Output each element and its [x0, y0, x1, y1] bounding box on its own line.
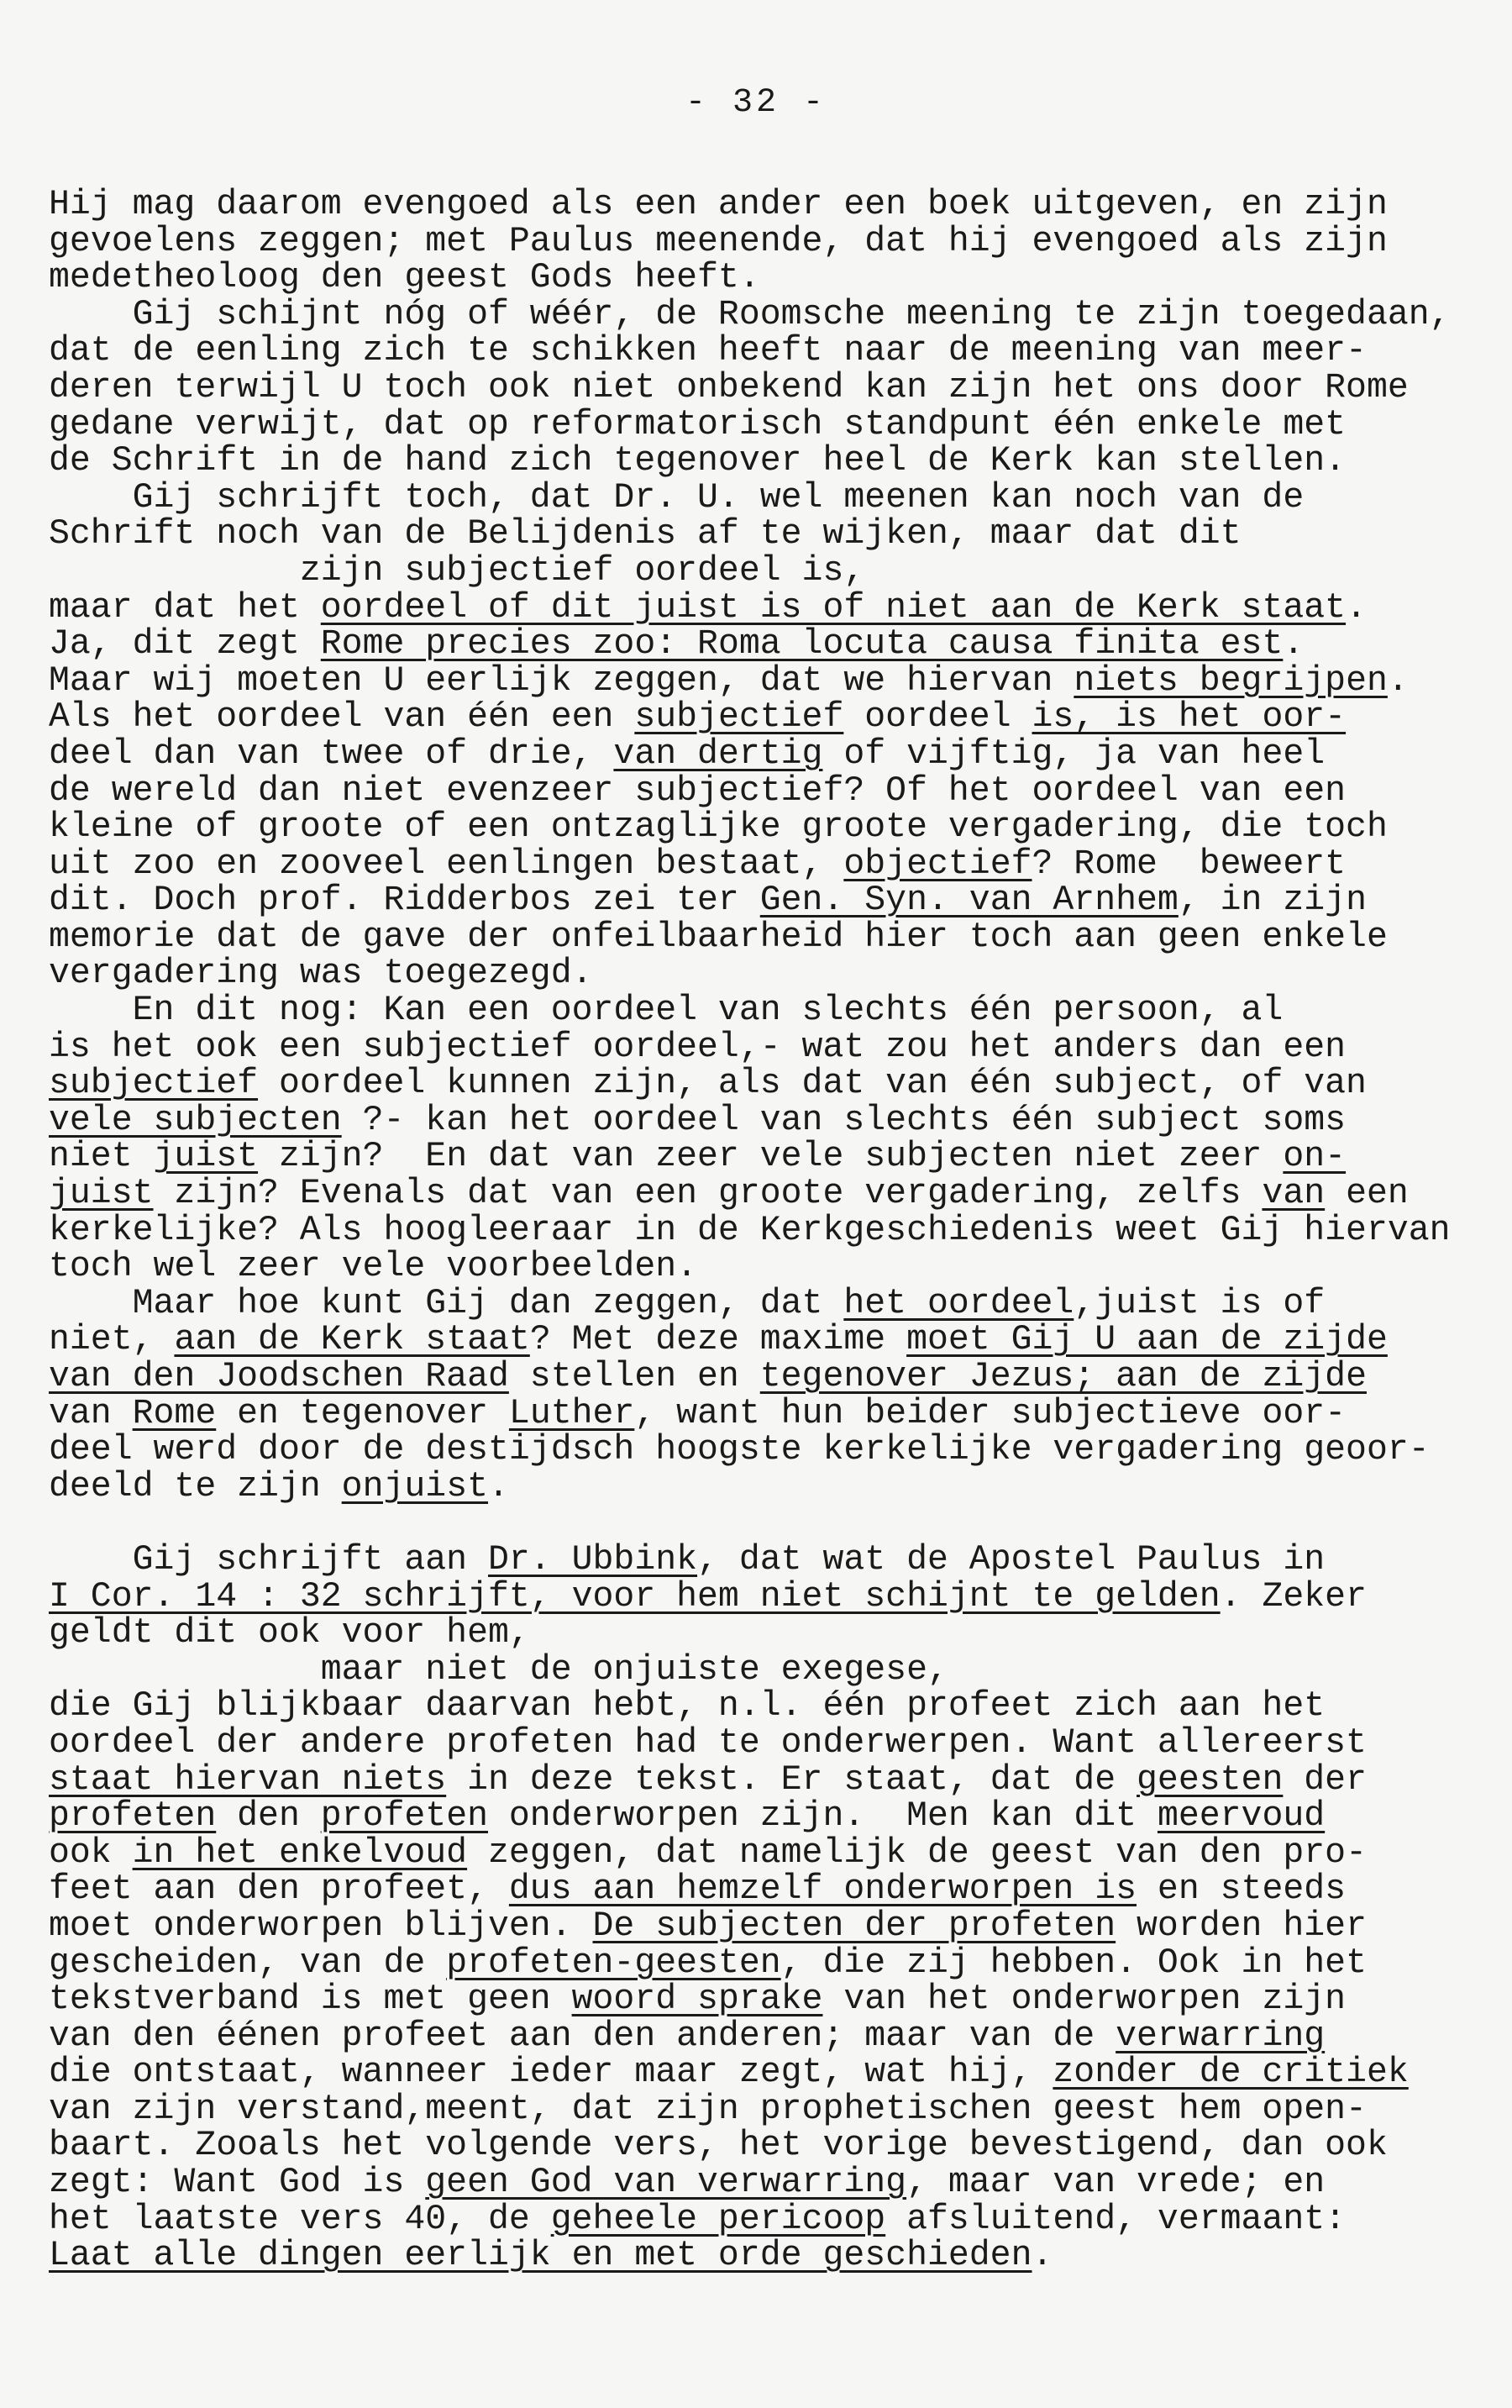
text-line: [49, 260, 1477, 297]
text-line: [49, 333, 1477, 370]
text-line: [49, 809, 1477, 846]
underlined-phrase: geheele pericoop: [550, 2200, 886, 2238]
text-run: uit zoo en zooveel eenlingen bestaat,: [49, 845, 844, 883]
text-run: Hij mag daarom evengoed als een ander een boek uitgeven, en zijn: [49, 187, 1388, 223]
text-line: [49, 480, 1477, 517]
underlined-phrase: aan de Kerk staat: [174, 1322, 530, 1359]
text-run: geldt dit ook voor hem,: [49, 1615, 530, 1652]
text-run: , want hun beider subjectieve oor-: [634, 1395, 1347, 1433]
text-run: of vijftig, ja van heel: [822, 735, 1326, 773]
text-run: maar niet de onjuiste exegese,: [49, 1651, 948, 1689]
text-line: [49, 626, 1477, 663]
text-run: Schrift noch van de Belijdenis af te wijken, maar dat dit: [49, 516, 1242, 553]
text-line: [49, 2127, 1477, 2164]
text-run: .: [1032, 2237, 1053, 2274]
underlined-phrase: het oordeel: [843, 1285, 1074, 1322]
text-run: oordeel der andere profeten had te onderwerpen. Want allereerst: [49, 1724, 1367, 1762]
underlined-phrase: vele subjecten: [49, 1101, 342, 1139]
underlined-phrase: objectief: [843, 845, 1032, 883]
text-line: [49, 1212, 1477, 1249]
underlined-phrase: De subjecten der profeten: [592, 1907, 1116, 1945]
text-run: die ontstaat, wanneer ieder maar zegt, wat hij,: [49, 2054, 1053, 2091]
underlined-phrase: onjuist: [341, 1468, 489, 1506]
text-run: van het onderworpen zijn: [822, 1981, 1347, 2018]
underlined-phrase: Luther: [508, 1395, 635, 1433]
text-line: [49, 1871, 1477, 1908]
text-run: stellen en: [508, 1359, 760, 1396]
underlined-phrase: I Cor. 14 : 32 schrijft, voor hem niet schijnt te gelden: [49, 1578, 1221, 1616]
text-line: [49, 187, 1477, 223]
underlined-phrase: Gen. Syn. van Arnhem: [759, 882, 1179, 919]
text-line: [49, 699, 1477, 736]
underlined-phrase: woord sprake: [571, 1981, 823, 2018]
text-line: [49, 590, 1477, 627]
text-line: [49, 992, 1477, 1029]
text-run: .: [488, 1468, 509, 1506]
text-run: ?- kan het oordeel van slechts één subject soms: [341, 1101, 1347, 1139]
text-run: en steeds: [1137, 1871, 1347, 1908]
text-line: [49, 2018, 1477, 2055]
text-run: Als het oordeel van één een: [49, 699, 635, 736]
text-run: kleine of groote of een ontzaglijke groote vergadering, die toch: [49, 809, 1388, 846]
text-run: der: [1283, 1761, 1367, 1799]
text-line: [49, 370, 1477, 407]
text-run: Ja, dit zegt: [49, 626, 321, 663]
text-run: , maar van vrede; en: [906, 2164, 1326, 2201]
text-run: medetheoloog den geest Gods heeft.: [49, 260, 760, 297]
underlined-phrase: tegenover Jezus; aan de zijde: [759, 1359, 1367, 1396]
text-run: deeld te zijn: [49, 1468, 342, 1506]
text-run: Gij schijnt nóg of wéér, de Roomsche meening te zijn toegedaan,: [49, 296, 1451, 334]
text-run: gedane verwijt, dat op reformatorisch standpunt één enkele met: [49, 406, 1347, 444]
body-text: [49, 187, 1477, 2274]
text-run: onderworpen zijn. Men kan dit: [488, 1798, 1158, 1835]
text-run: zeggen, dat namelijk de geest van den pro-: [467, 1834, 1367, 1872]
text-line: [49, 1102, 1477, 1139]
text-run: memorie dat de gave der onfeilbaarheid hier toch aan geen enkele: [49, 918, 1388, 956]
underlined-phrase: geesten: [1137, 1761, 1284, 1799]
text-run: afsluitend, vermaant:: [885, 2200, 1347, 2238]
underlined-phrase: moet Gij U aan de zijde: [906, 1322, 1388, 1359]
text-line: [49, 1359, 1477, 1396]
underlined-phrase: in het enkelvoud: [132, 1834, 468, 1872]
text-line: [49, 516, 1477, 553]
text-run: toch wel zeer vele voorbeelden.: [49, 1249, 698, 1285]
underlined-phrase: juist: [153, 1138, 259, 1176]
underlined-phrase: profeten-geesten: [446, 1944, 781, 1982]
text-line: [49, 955, 1477, 992]
text-run: baart. Zooals het volgende vers, het vorige bevestigend, dan ook: [49, 2127, 1388, 2165]
text-line: [49, 882, 1477, 919]
text-line: [49, 2164, 1477, 2201]
text-line: [49, 1835, 1477, 1872]
text-line: [49, 2091, 1477, 2128]
underlined-phrase: on-: [1283, 1138, 1347, 1176]
text-run: En dit nog: Kan een oordeel van slechts één persoon, al: [49, 992, 1284, 1029]
underlined-phrase: Rome: [132, 1395, 217, 1433]
text-line: [49, 2054, 1477, 2091]
text-run: , dat wat de Apostel Paulus in: [697, 1541, 1326, 1579]
text-line: [49, 407, 1477, 444]
page-number: - 32 -: [685, 84, 827, 122]
underlined-phrase: oordeel of dit juist is of niet aan de Kerk staat: [320, 589, 1347, 627]
text-run: , in zijn: [1178, 882, 1367, 919]
text-run: ? Met deze maxime: [529, 1322, 907, 1359]
underlined-phrase: van dertig: [613, 735, 823, 773]
text-run: , die zij hebben. Ook in het: [780, 1944, 1367, 1982]
text-run: het laatste vers 40, de: [49, 2200, 551, 2238]
text-line: [49, 1688, 1477, 1725]
text-run: een: [1325, 1175, 1409, 1212]
text-line: [49, 223, 1477, 260]
underlined-phrase: subjectief: [634, 699, 844, 736]
underlined-phrase: is, is het oor-: [1032, 699, 1347, 736]
text-run: en tegenover: [216, 1395, 509, 1433]
underlined-phrase: van: [1262, 1175, 1326, 1212]
underlined-phrase: staat hiervan niets: [49, 1761, 447, 1799]
underlined-phrase: Laat alle dingen eerlijk en met orde geschieden: [49, 2237, 1032, 2274]
underlined-phrase: Rome precies zoo: Roma locuta causa finita est: [320, 626, 1284, 663]
text-line: [49, 1138, 1477, 1175]
text-line: [49, 663, 1477, 700]
text-line: [49, 297, 1477, 334]
text-line: [49, 1432, 1477, 1469]
text-line: [49, 1945, 1477, 1982]
text-run: zijn? Evenals dat van een groote vergadering, zelfs: [153, 1175, 1263, 1212]
text-run: zijn? En dat van zeer vele subjecten niet zeer: [258, 1138, 1284, 1176]
text-run: . Zeker: [1220, 1578, 1367, 1616]
text-run: van: [49, 1395, 133, 1433]
text-run: deel werd door de destijdsch hoogste kerkelijke vergadering geoor-: [49, 1432, 1430, 1469]
text-run: de Schrift in de hand zich tegenover heel de Kerk kan stellen.: [49, 443, 1347, 480]
text-run: deren terwijl U toch ook niet onbekend kan zijn het ons door Rome: [49, 369, 1409, 407]
text-run: .: [1283, 626, 1305, 663]
text-run: ,juist is of: [1074, 1285, 1326, 1322]
text-line: [49, 1029, 1477, 1066]
text-run: Maar wij moeten U eerlijk zeggen, dat we hiervan: [49, 662, 1074, 700]
text-run: moet onderworpen blijven.: [49, 1907, 593, 1945]
text-run: maar dat het: [49, 589, 321, 627]
text-line: [49, 1285, 1477, 1322]
text-run: is het ook een subjectief oordeel,- wat zou het anders dan een: [49, 1028, 1347, 1066]
text-run: Gij schrijft aan: [49, 1541, 488, 1579]
text-line: [49, 1542, 1477, 1579]
text-run: Gij schrijft toch, dat Dr. U. wel meenen kan noch van de: [49, 479, 1305, 517]
text-run: gevoelens zeggen; met Paulus meenende, dat hij evengoed als zijn: [49, 223, 1388, 260]
text-line: [49, 1469, 1477, 1506]
text-line: [49, 773, 1477, 810]
text-line: [49, 919, 1477, 956]
text-run: kerkelijke? Als hoogleeraar in de Kerkgeschiedenis weet Gij hiervan: [49, 1212, 1451, 1249]
text-run: tekstverband is met geen: [49, 1981, 572, 2018]
text-run: vergadering was toegezegd.: [49, 955, 593, 993]
underlined-phrase: verwarring: [1116, 2017, 1326, 2055]
text-run: in deze tekst. Er staat, dat de: [446, 1761, 1137, 1799]
text-run: den: [216, 1798, 321, 1835]
underlined-phrase: dus aan hemzelf onderworpen is: [508, 1871, 1137, 1908]
text-line: [49, 1322, 1477, 1359]
text-line: [49, 553, 1477, 590]
text-run: ook: [49, 1834, 133, 1872]
text-line: [49, 2201, 1477, 2238]
text-line: [49, 1762, 1477, 1799]
text-run: Maar hoe kunt Gij dan zeggen, dat: [49, 1285, 844, 1322]
text-line: [49, 846, 1477, 883]
underlined-phrase: profeten: [320, 1798, 488, 1835]
text-run: de wereld dan niet evenzeer subjectief? Of het oordeel van een: [49, 772, 1347, 810]
text-run: deel dan van twee of drie,: [49, 735, 614, 773]
text-run: oordeel: [843, 699, 1032, 736]
text-line: [49, 1798, 1477, 1835]
text-run: niet: [49, 1138, 154, 1176]
underlined-phrase: niets begrijpen: [1074, 662, 1388, 700]
underlined-phrase: zonder de critiek: [1053, 2054, 1409, 2091]
text-run: zegt: Want God is: [49, 2164, 426, 2201]
text-line: [49, 1396, 1477, 1433]
underlined-phrase: subjectief: [49, 1065, 259, 1102]
text-run: van den éénen profeet aan den anderen; maar van de: [49, 2017, 1116, 2055]
text-run: worden hier: [1116, 1907, 1367, 1945]
text-line: [49, 1981, 1477, 2018]
underlined-phrase: profeten: [49, 1798, 217, 1835]
text-run: .: [1346, 589, 1367, 627]
text-line: [49, 1505, 1477, 1542]
text-run: zijn subjectief oordeel is,: [49, 552, 865, 590]
text-run: .: [1387, 662, 1409, 700]
text-run: die Gij blijkbaar daarvan hebt, n.l. één profeet zich aan het: [49, 1688, 1326, 1725]
text-line: [49, 1249, 1477, 1285]
text-line: [49, 1065, 1477, 1102]
text-run: oordeel kunnen zijn, als dat van één subject, of van: [258, 1065, 1367, 1102]
text-run: niet,: [49, 1322, 175, 1359]
text-line: [49, 443, 1477, 480]
text-line: [49, 736, 1477, 773]
underlined-phrase: Dr. Ubbink: [488, 1541, 698, 1579]
text-run: dat de eenling zich te schikken heeft naar de meening van meer-: [49, 333, 1367, 370]
underlined-phrase: meervoud: [1157, 1798, 1326, 1835]
text-run: ? Rome beweert: [1032, 845, 1347, 883]
text-line: [49, 1615, 1477, 1652]
text-run: van zijn verstand,meent, dat zijn prophetischen geest hem open-: [49, 2090, 1367, 2128]
underlined-phrase: juist: [49, 1175, 154, 1212]
text-line: [49, 1652, 1477, 1689]
text-line: [49, 1908, 1477, 1945]
text-line: [49, 2237, 1477, 2274]
text-run: dit. Doch prof. Ridderbos zei ter: [49, 882, 760, 919]
text-run: gescheiden, van de: [49, 1944, 447, 1982]
text-line: [49, 1175, 1477, 1212]
text-run: feet aan den profeet,: [49, 1871, 509, 1908]
text-line: [49, 1579, 1477, 1616]
text-line: [49, 1725, 1477, 1762]
underlined-phrase: van den Joodschen Raad: [49, 1359, 509, 1396]
underlined-phrase: geen God van verwarring: [425, 2164, 907, 2201]
